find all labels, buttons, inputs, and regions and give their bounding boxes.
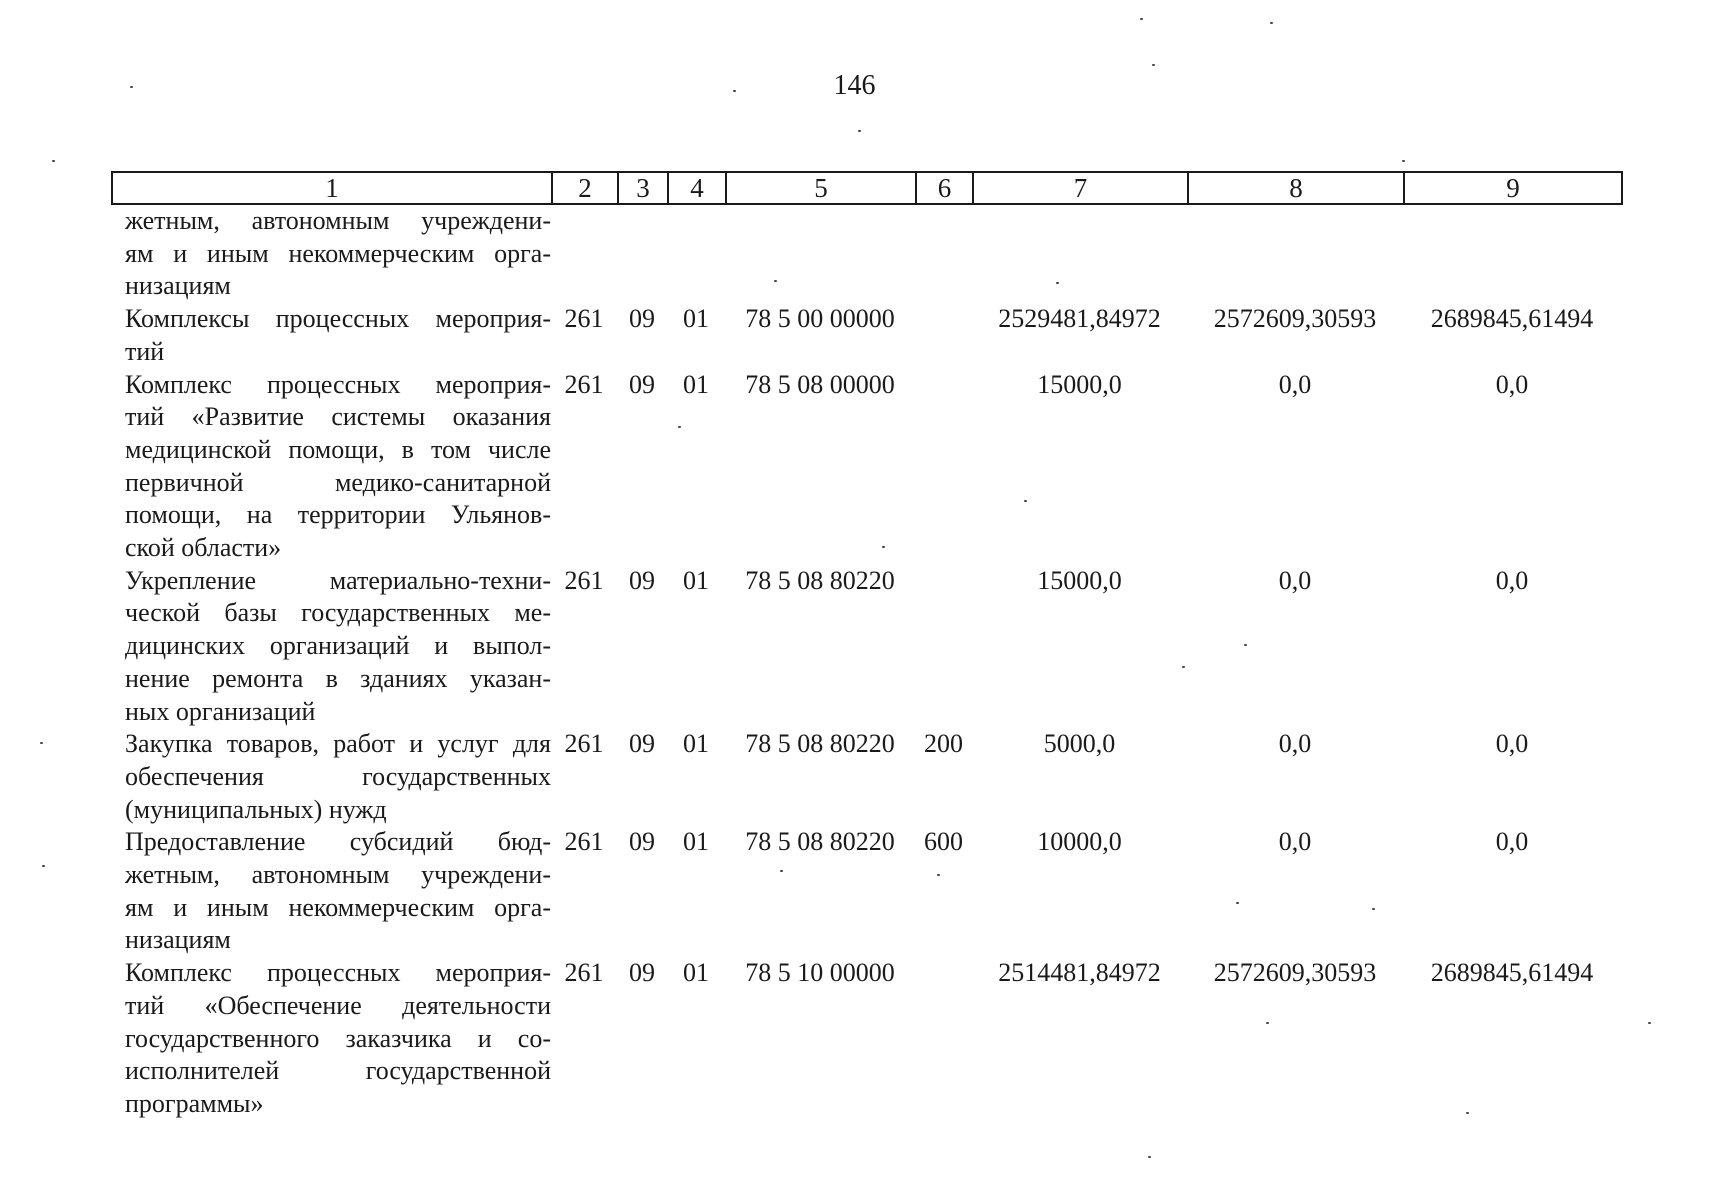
cell-col-4: 01 xyxy=(683,369,709,399)
description-line: медицинской помощи, в том числе xyxy=(125,434,551,464)
row-description xyxy=(111,369,551,565)
description-line: ческой базы государственных ме- xyxy=(125,598,551,628)
table-row xyxy=(111,303,1621,368)
cell-col-8: 0,0 xyxy=(1278,565,1312,595)
description-line: тий xyxy=(125,336,165,366)
table-row xyxy=(111,826,1621,957)
description-line: жетным, автономным учреждени- xyxy=(125,206,551,235)
cell-col-5: 78 5 08 80220 xyxy=(745,565,895,595)
scan-speck xyxy=(1266,1022,1269,1024)
description-line: программы» xyxy=(125,1088,264,1118)
description-line: Укрепление материально-техни- xyxy=(125,565,551,595)
scan-speck xyxy=(780,870,783,872)
cell-col-8: 0,0 xyxy=(1278,827,1312,857)
cell-col-7: 15000,0 xyxy=(1037,369,1122,399)
page-number: 146 xyxy=(833,70,876,101)
scan-speck xyxy=(1024,500,1027,502)
description-line: Закупка товаров, работ и услуг для xyxy=(125,729,551,759)
row-description xyxy=(111,565,551,729)
description-line: исполнителей государственной xyxy=(125,1056,551,1086)
row-description xyxy=(111,826,551,957)
description-line: тий «Развитие системы оказания xyxy=(125,402,551,432)
description-line: ской области» xyxy=(125,533,282,563)
description-line: ям и иным некоммерческим орга- xyxy=(125,892,551,922)
column-header-table xyxy=(111,171,1623,205)
cell-col-4: 01 xyxy=(683,827,709,857)
column-header-7: 7 xyxy=(973,172,1188,204)
column-header-2: 2 xyxy=(552,172,618,204)
description-line: Предоставление субсидий бюд- xyxy=(125,827,551,857)
column-header-9: 9 xyxy=(1404,172,1622,204)
cell-col-5: 78 5 08 80220 xyxy=(745,729,895,759)
cell-col-7: 2514481,84972 xyxy=(998,958,1161,988)
cell-col-9: 2689845,61494 xyxy=(1430,304,1594,334)
description-line: низациям xyxy=(125,271,231,301)
cell-col-2: 261 xyxy=(564,958,604,988)
description-line: Комплекс процессных мероприя- xyxy=(125,958,551,988)
cell-col-8: 0,0 xyxy=(1278,369,1312,399)
scan-speck xyxy=(42,865,45,867)
row-description xyxy=(111,957,551,1121)
budget-table-body xyxy=(111,205,1621,1121)
column-header-row xyxy=(112,172,1622,204)
column-header-5: 5 xyxy=(726,172,916,204)
cell-col-3: 09 xyxy=(629,565,655,595)
cell-col-4: 01 xyxy=(683,304,709,334)
scan-speck xyxy=(1402,160,1405,162)
scan-speck xyxy=(858,130,861,132)
description-line: (муниципальных) нужд xyxy=(125,794,387,824)
cell-col-7: 15000,0 xyxy=(1037,565,1122,595)
table-row xyxy=(111,565,1621,729)
scan-speck xyxy=(40,742,43,744)
table-row xyxy=(111,369,1621,565)
description-line: дицинских организаций и выпол- xyxy=(125,631,551,661)
scan-speck xyxy=(52,160,55,162)
scan-speck xyxy=(774,280,777,282)
description-line: помощи, на территории Ульянов- xyxy=(125,500,551,530)
cell-col-4: 01 xyxy=(683,958,709,988)
description-line: жетным, автономным учреждени- xyxy=(125,860,551,890)
scan-speck xyxy=(1148,1156,1151,1158)
cell-col-5: 78 5 08 00000 xyxy=(745,369,895,399)
cell-col-4: 01 xyxy=(683,565,709,595)
cell-col-2: 261 xyxy=(564,729,604,759)
cell-col-2: 261 xyxy=(564,827,604,857)
column-header-1: 1 xyxy=(112,172,552,204)
scan-speck xyxy=(1270,22,1273,24)
row-description xyxy=(111,205,551,303)
scan-speck xyxy=(1140,18,1143,20)
description-line: низациям xyxy=(125,925,231,955)
scan-speck xyxy=(1056,282,1059,284)
description-line: ям и иным некоммерческим орга- xyxy=(125,238,551,268)
cell-col-5: 78 5 00 00000 xyxy=(745,304,895,334)
scan-speck xyxy=(1152,64,1155,66)
description-line: нение ремонта в зданиях указан- xyxy=(125,663,551,693)
scan-speck xyxy=(1244,644,1247,646)
cell-col-9: 0,0 xyxy=(1495,565,1529,595)
cell-col-7: 2529481,84972 xyxy=(998,304,1161,334)
description-line: первичной медико-санитарной xyxy=(125,467,551,497)
cell-col-8: 0,0 xyxy=(1278,729,1312,759)
description-line: обеспечения государственных xyxy=(125,761,551,791)
cell-col-7: 10000,0 xyxy=(1037,827,1122,857)
cell-col-3: 09 xyxy=(629,304,655,334)
column-header-3: 3 xyxy=(618,172,668,204)
cell-col-4: 01 xyxy=(683,729,709,759)
description-line: ных организаций xyxy=(125,696,316,726)
scan-speck xyxy=(882,546,885,548)
cell-col-9: 2689845,61494 xyxy=(1430,958,1594,988)
description-line: тий «Обеспечение деятельности xyxy=(125,990,551,1020)
column-header-4: 4 xyxy=(668,172,726,204)
scan-speck xyxy=(1648,1022,1651,1024)
table-row xyxy=(111,728,1621,826)
cell-col-9: 0,0 xyxy=(1495,729,1529,759)
description-line: государственного заказчика и со- xyxy=(125,1023,551,1053)
cell-col-3: 09 xyxy=(629,729,655,759)
cell-col-3: 09 xyxy=(629,369,655,399)
description-line: Комплексы процессных мероприя- xyxy=(125,304,551,334)
row-description xyxy=(111,728,551,826)
scan-speck xyxy=(678,426,681,428)
description-line: Комплекс процессных мероприя- xyxy=(125,369,551,399)
scan-speck xyxy=(1466,1112,1469,1114)
cell-col-2: 261 xyxy=(564,304,604,334)
column-header-8: 8 xyxy=(1188,172,1404,204)
cell-col-7: 5000,0 xyxy=(1043,729,1116,759)
cell-col-2: 261 xyxy=(564,369,604,399)
cell-col-2: 261 xyxy=(564,565,604,595)
cell-col-8: 2572609,30593 xyxy=(1213,958,1377,988)
table-row xyxy=(111,205,1621,303)
scan-speck xyxy=(1236,902,1239,904)
cell-col-3: 09 xyxy=(629,827,655,857)
cell-col-9: 0,0 xyxy=(1495,369,1529,399)
cell-col-5: 78 5 10 00000 xyxy=(745,958,895,988)
scan-speck xyxy=(1182,666,1185,668)
cell-col-8: 2572609,30593 xyxy=(1213,304,1377,334)
cell-col-6: 600 xyxy=(924,827,963,857)
column-header-6: 6 xyxy=(916,172,973,204)
row-description xyxy=(111,303,551,368)
scan-speck xyxy=(130,86,133,88)
scan-speck xyxy=(733,90,736,92)
cell-col-5: 78 5 08 80220 xyxy=(745,827,895,857)
table-row xyxy=(111,957,1621,1121)
cell-col-3: 09 xyxy=(629,958,655,988)
cell-col-6: 200 xyxy=(924,729,963,759)
scan-speck xyxy=(1372,908,1375,910)
scan-speck xyxy=(937,874,940,876)
cell-col-9: 0,0 xyxy=(1495,827,1529,857)
